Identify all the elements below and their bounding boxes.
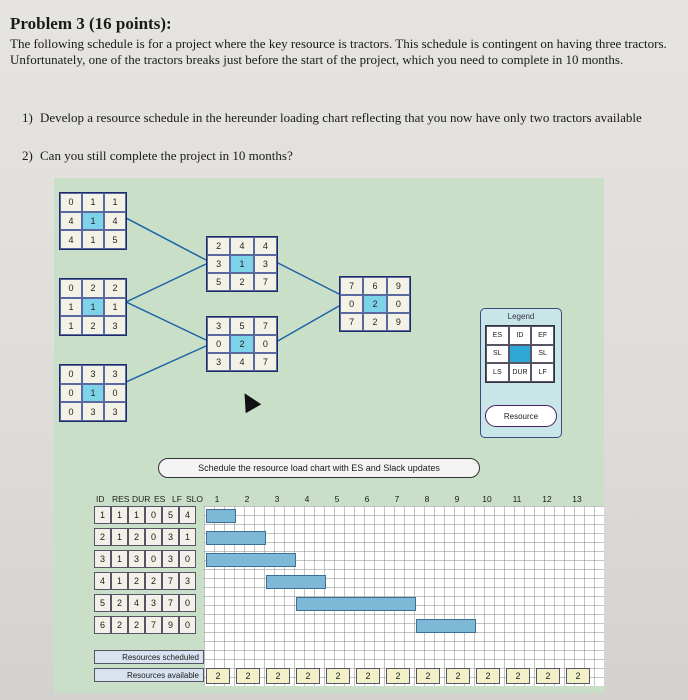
activity-node-5: 3 5 7 0 2 0 3 4 7 (206, 316, 278, 372)
legend-grid: ES ID EF SL SL LS DUR LF (485, 325, 555, 383)
question-2-number: 2) (22, 148, 33, 163)
available-p1: 2 (206, 668, 230, 684)
available-p9: 2 (446, 668, 470, 684)
network-diagram (54, 178, 604, 693)
col-header-slo: SLO (186, 494, 204, 504)
available-p10: 2 (476, 668, 500, 684)
question-2-text: Can you still complete the project in 10 months? (40, 148, 293, 163)
question-1 (22, 110, 680, 126)
available-p12: 2 (536, 668, 560, 684)
period-2: 2 (244, 494, 250, 504)
activity-3-bar (206, 553, 296, 567)
activity-1-bar (206, 509, 236, 523)
available-p6: 2 (356, 668, 380, 684)
table-row: 1 1 1 0 5 4 (94, 506, 196, 524)
legend-title: Legend (507, 312, 535, 321)
col-header-id: ID (96, 494, 105, 504)
available-p11: 2 (506, 668, 530, 684)
activity-6-bar (416, 619, 476, 633)
resources-available-label: Resources available (94, 668, 204, 682)
activity-5-bar (296, 597, 416, 611)
question-2 (22, 148, 680, 164)
table-row: 6 2 2 7 9 0 (94, 616, 196, 634)
table-row: 3 1 3 0 3 0 (94, 550, 196, 568)
table-row: 4 1 2 2 7 3 (94, 572, 196, 590)
available-p3: 2 (266, 668, 290, 684)
available-p7: 2 (386, 668, 410, 684)
activity-node-3: 0 3 3 0 1 0 0 3 3 (59, 364, 127, 422)
period-4: 4 (304, 494, 310, 504)
question-1-number: 1) (22, 110, 33, 125)
period-10: 10 (482, 494, 492, 504)
period-8: 8 (424, 494, 430, 504)
available-p5: 2 (326, 668, 350, 684)
activity-2-bar (206, 531, 266, 545)
period-3: 3 (274, 494, 280, 504)
resources-scheduled-label: Resources scheduled (94, 650, 204, 664)
activity-node-4: 2 4 4 3 1 3 5 2 7 (206, 236, 278, 292)
table-row: 5 2 4 3 7 0 (94, 594, 196, 612)
table-row: 2 1 2 0 3 1 (94, 528, 196, 546)
intro-paragraph: The following schedule is for a project where the key resource is tractors. This schedule is contingent on having three tractors. Unfortunately, one of the tractors breaks just before the start of the project, which you need to complete in 10 months. (10, 36, 667, 67)
period-5: 5 (334, 494, 340, 504)
schedule-caption: Schedule the resource load chart with ES and Slack updates (158, 458, 480, 478)
period-7: 7 (394, 494, 400, 504)
available-p13: 2 (566, 668, 590, 684)
col-header-lf: LF (172, 494, 182, 504)
period-11: 11 (512, 494, 522, 504)
col-header-res: RES (112, 494, 130, 504)
col-header-dur: DUR (132, 494, 151, 504)
period-12: 12 (542, 494, 552, 504)
period-13: 13 (572, 494, 582, 504)
col-header-es: ES (154, 494, 166, 504)
available-p8: 2 (416, 668, 440, 684)
activity-4-bar (266, 575, 326, 589)
period-1: 1 (214, 494, 220, 504)
activity-node-2: 0 2 2 1 1 1 1 2 3 (59, 278, 127, 336)
period-9: 9 (454, 494, 460, 504)
available-p2: 2 (236, 668, 260, 684)
activity-node-6: 7 6 9 0 2 0 7 2 9 (339, 276, 411, 332)
activity-node-1: 0 1 1 4 1 4 4 1 5 (59, 192, 127, 250)
available-p4: 2 (296, 668, 320, 684)
legend-box (480, 308, 562, 438)
period-6: 6 (364, 494, 370, 504)
legend-resource-oval: Resource (485, 405, 557, 427)
problem-title: Problem 3 (16 points): (10, 14, 172, 33)
question-1-text: Develop a resource schedule in the hereunder loading chart reflecting that you now have only two tractors available (40, 110, 642, 125)
